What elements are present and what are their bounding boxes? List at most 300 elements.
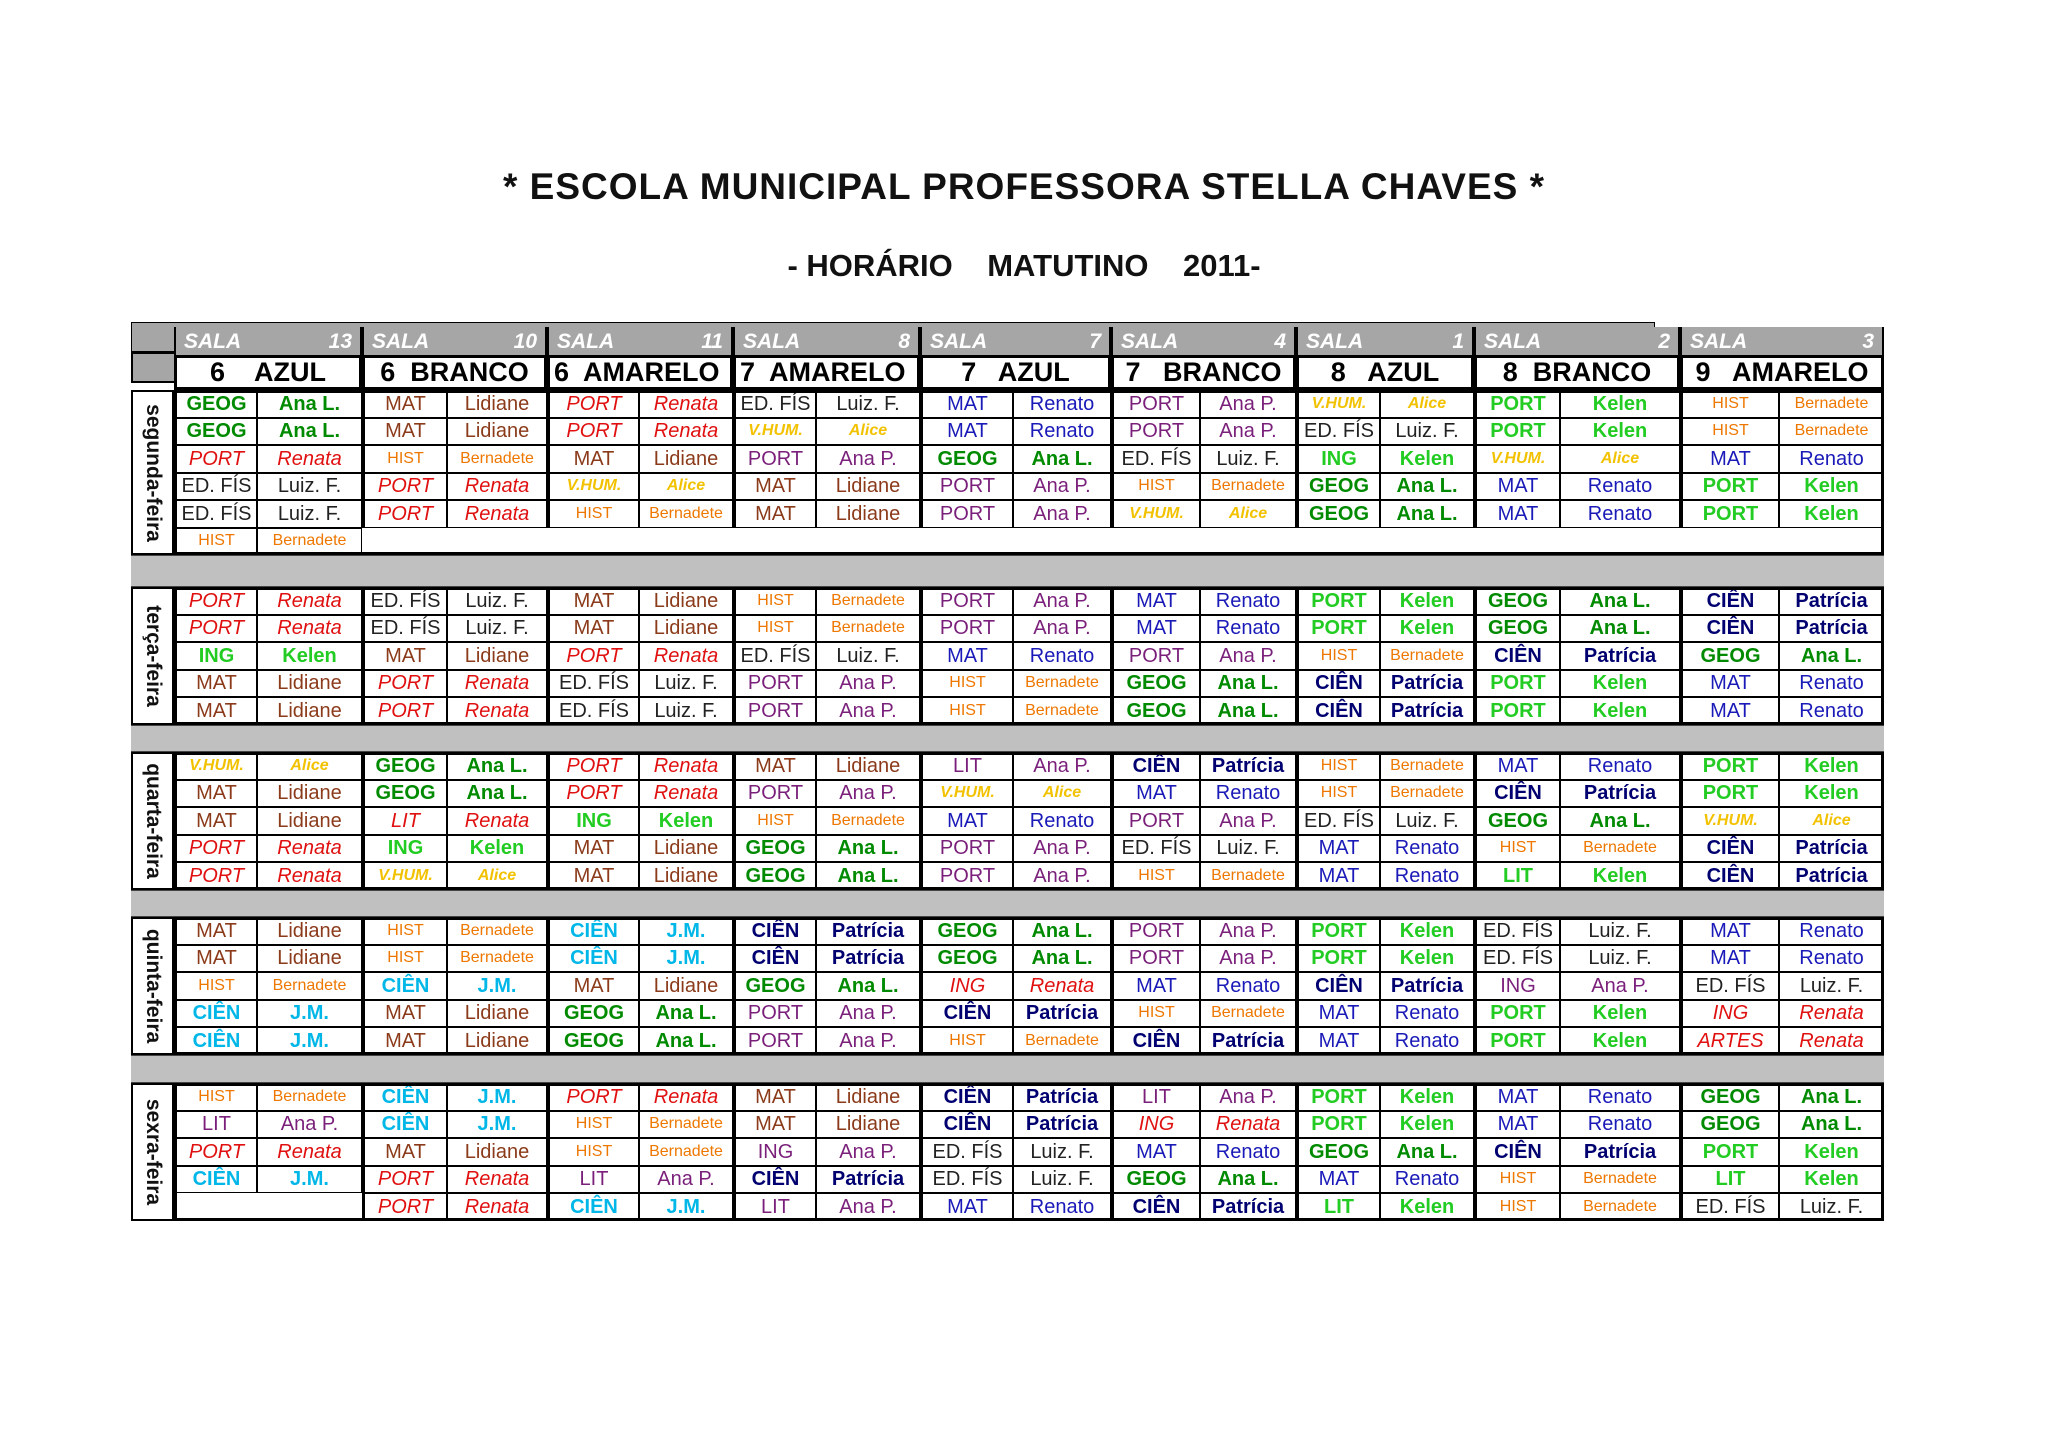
teacher-cell: Ana L. — [447, 752, 547, 780]
subject-cell: LIT — [1296, 1193, 1380, 1221]
teacher-cell: Renato — [1779, 697, 1884, 725]
subject-cell: MAT — [1296, 1027, 1380, 1055]
subject-cell: GEOG — [733, 972, 816, 1000]
teacher-cell: J.M. — [257, 1000, 362, 1028]
subject-cell: HIST — [920, 670, 1013, 698]
teacher-cell: Kelen — [447, 835, 547, 863]
teacher-cell: Renata — [257, 835, 362, 863]
teacher-cell: Alice — [1380, 390, 1474, 418]
teacher-cell: Bernadete — [639, 500, 733, 528]
room-label: SALA — [184, 329, 242, 353]
teacher-cell: J.M. — [639, 917, 733, 945]
teacher-cell: Lidiane — [816, 752, 920, 780]
subject-cell: MAT — [174, 697, 257, 725]
subject-cell: ED. FÍS — [1111, 445, 1200, 473]
room-number: 2 — [1658, 329, 1670, 353]
subject-cell: MAT — [547, 445, 639, 473]
day-separator — [131, 555, 1884, 587]
teacher-cell: Renata — [257, 1138, 362, 1166]
room-label: SALA — [557, 329, 615, 353]
teacher-cell: Renato — [1200, 587, 1296, 615]
subject-cell: MAT — [920, 807, 1013, 835]
subject-cell: HIST — [920, 697, 1013, 725]
subject-cell: MAT — [733, 752, 816, 780]
subject-cell: PORT — [920, 615, 1013, 643]
teacher-cell: Patrícia — [1380, 670, 1474, 698]
teacher-cell: J.M. — [447, 972, 547, 1000]
teacher-cell: Patrícia — [1380, 972, 1474, 1000]
teacher-cell: Renata — [639, 780, 733, 808]
teacher-cell: Ana P. — [816, 697, 920, 725]
teacher-cell: Alice — [1779, 807, 1884, 835]
teacher-cell: Lidiane — [447, 1027, 547, 1055]
subject-cell: CIÊN — [920, 1000, 1013, 1028]
room-label: SALA — [1690, 329, 1748, 353]
teacher-cell: Lidiane — [447, 642, 547, 670]
day-label-cell — [131, 752, 174, 890]
subject-cell: V.HUM. — [547, 473, 639, 501]
subject-cell: GEOG — [1474, 587, 1560, 615]
subject-cell: MAT — [920, 1193, 1013, 1221]
subject-cell: PORT — [362, 1166, 447, 1194]
subject-cell: PORT — [920, 473, 1013, 501]
subject-cell: GEOG — [1111, 670, 1200, 698]
subject-cell: PORT — [1111, 917, 1200, 945]
subject-cell: PORT — [1474, 390, 1560, 418]
teacher-cell: Ana L. — [1200, 670, 1296, 698]
teacher-cell: Ana L. — [816, 835, 920, 863]
subject-cell: PORT — [733, 1000, 816, 1028]
subject-cell: MAT — [362, 390, 447, 418]
teacher-cell: Lidiane — [257, 697, 362, 725]
subject-cell: MAT — [1474, 500, 1560, 528]
teacher-cell: Ana P. — [1013, 587, 1111, 615]
page-subtitle: - HORÁRIO MATUTINO 2011- — [787, 248, 1261, 283]
subject-cell: MAT — [1474, 1083, 1560, 1111]
teacher-cell: Ana L. — [257, 390, 362, 418]
teacher-cell: Renata — [447, 1166, 547, 1194]
subject-cell: PORT — [1680, 780, 1779, 808]
subject-cell: PORT — [1111, 390, 1200, 418]
teacher-cell: Kelen — [1560, 697, 1680, 725]
teacher-cell: Alice — [447, 862, 547, 890]
day-label-cell — [131, 390, 174, 555]
subject-cell: PORT — [174, 587, 257, 615]
teacher-cell: Kelen — [1560, 390, 1680, 418]
teacher-cell: Kelen — [1779, 473, 1884, 501]
class-name-6: 8 AZUL — [1296, 355, 1474, 390]
subject-cell: PORT — [1111, 418, 1200, 446]
teacher-cell: Lidiane — [639, 862, 733, 890]
teacher-cell: Renata — [639, 390, 733, 418]
teacher-cell: Bernadete — [816, 615, 920, 643]
subject-cell: CIÊN — [174, 1000, 257, 1028]
teacher-cell: Patrícia — [1779, 587, 1884, 615]
teacher-cell: Bernadete — [1779, 390, 1884, 418]
subject-cell: HIST — [733, 615, 816, 643]
teacher-cell: Bernadete — [257, 1083, 362, 1111]
teacher-cell: Renato — [1560, 1083, 1680, 1111]
subject-cell: PORT — [1474, 697, 1560, 725]
schedule-grid — [131, 322, 1884, 1223]
teacher-cell: Kelen — [1380, 917, 1474, 945]
teacher-cell: Bernadete — [1200, 862, 1296, 890]
teacher-cell: Patrícia — [816, 945, 920, 973]
subject-cell: CIÊN — [1680, 862, 1779, 890]
teacher-cell: Bernadete — [1560, 835, 1680, 863]
subject-cell: HIST — [733, 587, 816, 615]
subject-cell: CIÊN — [1680, 615, 1779, 643]
subject-cell: CIÊN — [920, 1083, 1013, 1111]
day-label-cell — [131, 587, 174, 725]
subject-cell: ING — [920, 972, 1013, 1000]
subject-cell: PORT — [362, 670, 447, 698]
subject-cell: PORT — [1296, 1111, 1380, 1139]
teacher-cell: Renata — [447, 473, 547, 501]
teacher-cell: Luiz. F. — [257, 473, 362, 501]
subject-cell: PORT — [362, 500, 447, 528]
subject-cell: PORT — [547, 752, 639, 780]
teacher-cell: Renato — [1560, 1111, 1680, 1139]
subject-cell: HIST — [547, 1138, 639, 1166]
room-header-7 — [1474, 327, 1680, 355]
teacher-cell: Kelen — [1560, 862, 1680, 890]
teacher-cell: Renata — [447, 670, 547, 698]
subject-cell: GEOG — [174, 390, 257, 418]
subject-cell: ING — [174, 642, 257, 670]
teacher-cell: J.M. — [257, 1166, 362, 1194]
teacher-cell: Alice — [1013, 780, 1111, 808]
subject-cell: MAT — [920, 390, 1013, 418]
subject-cell: GEOG — [1111, 697, 1200, 725]
teacher-cell: Bernadete — [1200, 473, 1296, 501]
teacher-cell: Lidiane — [816, 1111, 920, 1139]
teacher-cell: Lidiane — [257, 945, 362, 973]
subject-cell: PORT — [1474, 1027, 1560, 1055]
teacher-cell: Ana P. — [1200, 390, 1296, 418]
subject-cell: PORT — [1296, 1083, 1380, 1111]
teacher-cell: Bernadete — [816, 587, 920, 615]
room-header-2 — [547, 327, 733, 355]
subject-cell: MAT — [362, 1027, 447, 1055]
subject-cell: HIST — [1296, 752, 1380, 780]
teacher-cell: Patrícia — [1200, 1027, 1296, 1055]
teacher-cell: Renato — [1380, 1166, 1474, 1194]
subject-cell: CIÊN — [362, 1083, 447, 1111]
subject-cell: ED. FÍS — [1474, 945, 1560, 973]
teacher-cell: Kelen — [1380, 1083, 1474, 1111]
subject-cell: GEOG — [1296, 1138, 1380, 1166]
teacher-cell: Ana L. — [1560, 807, 1680, 835]
subject-cell: LIT — [1474, 862, 1560, 890]
day-label-cell — [131, 917, 174, 1055]
subject-cell: PORT — [1474, 418, 1560, 446]
teacher-cell: Ana P. — [816, 1138, 920, 1166]
teacher-cell: Luiz. F. — [1560, 945, 1680, 973]
subject-cell: V.HUM. — [1474, 445, 1560, 473]
teacher-cell: Renato — [1380, 835, 1474, 863]
teacher-cell: Kelen — [1380, 1193, 1474, 1221]
teacher-cell: Lidiane — [447, 1000, 547, 1028]
room-header-3 — [733, 327, 920, 355]
teacher-cell: Renata — [639, 642, 733, 670]
teacher-cell: Alice — [1560, 445, 1680, 473]
day-separator — [131, 890, 1884, 918]
teacher-cell: Luiz. F. — [447, 587, 547, 615]
teacher-cell: Lidiane — [639, 587, 733, 615]
page-title: * ESCOLA MUNICIPAL PROFESSORA STELLA CHAVES * — [502, 166, 1546, 207]
subject-cell: ED. FÍS — [547, 697, 639, 725]
subject-cell: MAT — [362, 642, 447, 670]
class-name-1: 6 BRANCO — [362, 355, 547, 390]
room-label: SALA — [743, 329, 801, 353]
room-label: SALA — [372, 329, 430, 353]
subject-cell: V.HUM. — [733, 418, 816, 446]
teacher-cell: Kelen — [1779, 500, 1884, 528]
teacher-cell: Renato — [1560, 473, 1680, 501]
room-number: 10 — [513, 329, 537, 353]
teacher-cell: Alice — [257, 752, 362, 780]
teacher-cell: Patrícia — [1200, 752, 1296, 780]
teacher-cell: Renata — [257, 445, 362, 473]
subject-cell: PORT — [1680, 500, 1779, 528]
subject-cell: PORT — [1296, 917, 1380, 945]
subject-cell: MAT — [733, 500, 816, 528]
teacher-cell: Bernadete — [257, 528, 362, 556]
subject-cell: GEOG — [920, 917, 1013, 945]
teacher-cell: Bernadete — [1380, 642, 1474, 670]
teacher-cell: Ana P. — [1200, 418, 1296, 446]
subject-cell: MAT — [1296, 1166, 1380, 1194]
day-separator — [131, 725, 1884, 753]
teacher-cell: Renata — [639, 1083, 733, 1111]
subject-cell: PORT — [733, 780, 816, 808]
subject-cell: MAT — [1680, 945, 1779, 973]
subject-cell: PORT — [733, 697, 816, 725]
room-number: 1 — [1452, 329, 1464, 353]
subject-cell: HIST — [174, 528, 257, 556]
teacher-cell: Ana P. — [1200, 917, 1296, 945]
subject-cell: CIÊN — [1474, 1138, 1560, 1166]
teacher-cell: Patrícia — [816, 1166, 920, 1194]
subject-cell: CIÊN — [733, 945, 816, 973]
teacher-cell: Patrícia — [1779, 862, 1884, 890]
day-label: quinta-feira — [141, 928, 165, 1043]
room-number: 4 — [1274, 329, 1286, 353]
teacher-cell: Ana L. — [1013, 917, 1111, 945]
teacher-cell: Luiz. F. — [1013, 1138, 1111, 1166]
subject-cell: MAT — [547, 862, 639, 890]
subject-cell: LIT — [174, 1111, 257, 1139]
teacher-cell: Luiz. F. — [257, 500, 362, 528]
subject-cell: PORT — [547, 780, 639, 808]
subject-cell: MAT — [1111, 587, 1200, 615]
subject-cell: CIÊN — [1111, 1193, 1200, 1221]
subject-cell: MAT — [1111, 1138, 1200, 1166]
teacher-cell: Renata — [447, 500, 547, 528]
room-header-1 — [362, 327, 547, 355]
subject-cell: HIST — [1680, 418, 1779, 446]
teacher-cell: Ana P. — [1013, 615, 1111, 643]
teacher-cell: Lidiane — [447, 418, 547, 446]
teacher-cell: Luiz. F. — [1013, 1166, 1111, 1194]
teacher-cell: Ana P. — [1200, 807, 1296, 835]
teacher-cell: Ana P. — [1013, 500, 1111, 528]
teacher-cell: Bernadete — [1380, 752, 1474, 780]
subject-cell: PORT — [1474, 670, 1560, 698]
teacher-cell: Renato — [1380, 1027, 1474, 1055]
teacher-cell: Patrícia — [1560, 780, 1680, 808]
class-name-4: 7 AZUL — [920, 355, 1111, 390]
teacher-cell: Bernadete — [447, 445, 547, 473]
teacher-cell: Renato — [1200, 780, 1296, 808]
subject-cell: ED. FÍS — [733, 642, 816, 670]
class-name-2: 6 AMARELO — [547, 355, 733, 390]
teacher-cell: Lidiane — [639, 972, 733, 1000]
teacher-cell: Lidiane — [257, 780, 362, 808]
subject-cell: CIÊN — [733, 1166, 816, 1194]
subject-cell: HIST — [547, 500, 639, 528]
subject-cell: ED. FÍS — [547, 670, 639, 698]
subject-cell: GEOG — [1680, 642, 1779, 670]
subject-cell: PORT — [362, 1193, 447, 1221]
teacher-cell: Lidiane — [816, 500, 920, 528]
teacher-cell: Kelen — [257, 642, 362, 670]
subject-cell: ED. FÍS — [362, 587, 447, 615]
day-label-cell — [131, 1083, 174, 1221]
teacher-cell: Ana L. — [1380, 1138, 1474, 1166]
subject-cell: HIST — [1474, 1193, 1560, 1221]
teacher-cell: Bernadete — [1013, 1027, 1111, 1055]
subject-cell: GEOG — [920, 445, 1013, 473]
subject-cell: PORT — [547, 642, 639, 670]
teacher-cell: Bernadete — [1779, 418, 1884, 446]
subject-cell: ARTES — [1680, 1027, 1779, 1055]
subject-cell: MAT — [733, 1083, 816, 1111]
subject-cell: HIST — [174, 1083, 257, 1111]
subject-cell: GEOG — [1680, 1111, 1779, 1139]
teacher-cell: Renata — [1779, 1000, 1884, 1028]
teacher-cell: Ana L. — [816, 862, 920, 890]
subject-cell: LIT — [1680, 1166, 1779, 1194]
teacher-cell: Renata — [639, 752, 733, 780]
subject-cell: MAT — [1474, 752, 1560, 780]
subject-cell: HIST — [1680, 390, 1779, 418]
teacher-cell: Bernadete — [1013, 697, 1111, 725]
subject-cell: MAT — [1111, 972, 1200, 1000]
subject-cell: ED. FÍS — [1680, 972, 1779, 1000]
subject-cell: CIÊN — [1474, 780, 1560, 808]
subject-cell: GEOG — [733, 835, 816, 863]
subject-cell: MAT — [920, 418, 1013, 446]
teacher-cell: Renata — [447, 1193, 547, 1221]
room-header-5 — [1111, 327, 1296, 355]
teacher-cell: Bernadete — [816, 807, 920, 835]
teacher-cell: Ana L. — [639, 1027, 733, 1055]
subject-cell: MAT — [1680, 697, 1779, 725]
teacher-cell: Bernadete — [1560, 1193, 1680, 1221]
subject-cell: ED. FÍS — [174, 473, 257, 501]
subject-cell: PORT — [1296, 615, 1380, 643]
teacher-cell: Patrícia — [1560, 642, 1680, 670]
subject-cell: HIST — [920, 1027, 1013, 1055]
subject-cell: LIT — [547, 1166, 639, 1194]
teacher-cell: Luiz. F. — [1200, 445, 1296, 473]
teacher-cell: Renato — [1779, 445, 1884, 473]
subject-cell: PORT — [174, 835, 257, 863]
teacher-cell: Alice — [1200, 500, 1296, 528]
room-number: 13 — [328, 329, 352, 353]
teacher-cell: Ana P. — [816, 670, 920, 698]
teacher-cell: Bernadete — [639, 1138, 733, 1166]
teacher-cell: Ana P. — [1200, 1083, 1296, 1111]
teacher-cell: Lidiane — [447, 1138, 547, 1166]
subject-cell: CIÊN — [1296, 670, 1380, 698]
subject-cell: MAT — [1680, 445, 1779, 473]
subject-cell: HIST — [1111, 862, 1200, 890]
teacher-cell: Luiz. F. — [639, 670, 733, 698]
subject-cell: CIÊN — [1111, 752, 1200, 780]
teacher-cell: J.M. — [447, 1083, 547, 1111]
subject-cell: GEOG — [920, 945, 1013, 973]
subject-cell: CIÊN — [547, 1193, 639, 1221]
subject-cell: ING — [1111, 1111, 1200, 1139]
subject-cell: PORT — [920, 835, 1013, 863]
teacher-cell: Alice — [816, 418, 920, 446]
teacher-cell: Ana P. — [257, 1111, 362, 1139]
subject-cell: GEOG — [362, 752, 447, 780]
teacher-cell: Patrícia — [1013, 1111, 1111, 1139]
teacher-cell: Lidiane — [816, 473, 920, 501]
subject-cell: MAT — [174, 807, 257, 835]
teacher-cell: Ana L. — [1779, 642, 1884, 670]
subject-cell: PORT — [1111, 642, 1200, 670]
subject-cell: HIST — [733, 807, 816, 835]
subject-cell: V.HUM. — [174, 752, 257, 780]
subject-cell: CIÊN — [1474, 642, 1560, 670]
subject-cell: MAT — [1111, 615, 1200, 643]
teacher-cell: Lidiane — [447, 390, 547, 418]
subject-cell: MAT — [1680, 917, 1779, 945]
subject-cell: PORT — [733, 670, 816, 698]
teacher-cell: Ana P. — [816, 1193, 920, 1221]
teacher-cell: Luiz. F. — [639, 697, 733, 725]
teacher-cell: Ana P. — [1560, 972, 1680, 1000]
teacher-cell: Bernadete — [1013, 670, 1111, 698]
class-name-7: 8 BRANCO — [1474, 355, 1680, 390]
subject-cell: ED. FÍS — [920, 1166, 1013, 1194]
teacher-cell: Kelen — [1380, 1111, 1474, 1139]
class-name-5: 7 BRANCO — [1111, 355, 1296, 390]
subject-cell: PORT — [1680, 1138, 1779, 1166]
teacher-cell: J.M. — [447, 1111, 547, 1139]
teacher-cell: Renata — [639, 418, 733, 446]
subject-cell: CIÊN — [1680, 587, 1779, 615]
subject-cell: CIÊN — [733, 917, 816, 945]
subject-cell: HIST — [1111, 473, 1200, 501]
room-label: SALA — [1306, 329, 1364, 353]
subject-cell: LIT — [1111, 1083, 1200, 1111]
subject-cell: CIÊN — [1296, 697, 1380, 725]
teacher-cell: Bernadete — [1380, 780, 1474, 808]
subject-cell: HIST — [547, 1111, 639, 1139]
subject-cell: HIST — [1474, 835, 1560, 863]
teacher-cell: Renato — [1779, 670, 1884, 698]
subject-cell: ED. FÍS — [1296, 807, 1380, 835]
teacher-cell: Alice — [639, 473, 733, 501]
subject-cell: PORT — [1474, 1000, 1560, 1028]
subject-cell: MAT — [174, 917, 257, 945]
